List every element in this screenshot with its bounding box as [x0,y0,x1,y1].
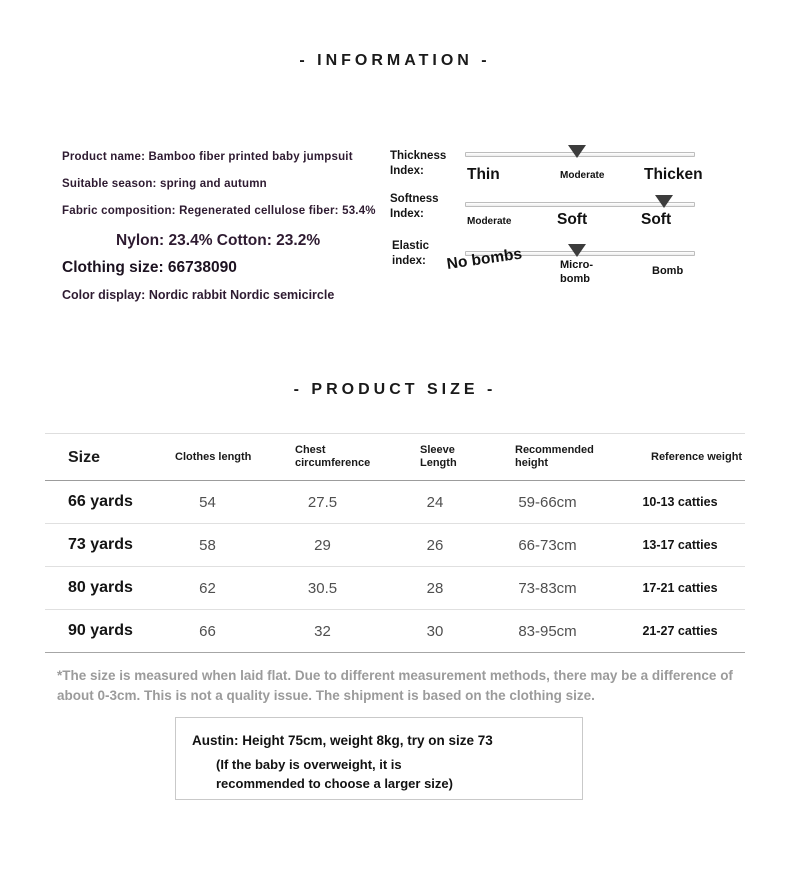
cell-chest-circumference: 29 [314,536,331,554]
cell-sleeve-length: 28 [426,579,444,597]
cell-size: 73 yards [68,536,133,553]
elastic-label-line1: Elastic [392,240,430,252]
thickness-index-label [390,149,464,179]
cell-chest-circumference: 30.5 [307,579,338,597]
cell-size: 66 yards [68,493,133,510]
thickness-option-thin: Thin [467,166,500,183]
measurement-note: *The size is measured when laid flat. Due to different measurement methods, there may be a difference of about 0-3cm. This is not a quality issue. The shipment is based on the clothing size. [57,668,733,703]
cell-recommended-height: 73-83cm [518,579,577,597]
header-size: Size [68,448,101,466]
header-reference-weight: Reference weight [651,450,743,463]
cell-chest-circumference: 27.5 [307,493,338,511]
thickness-label-line1: Thickness [390,150,447,162]
softness-option-soft-right: Soft [641,211,672,228]
cell-sleeve-length: 26 [426,536,444,554]
softness-option-moderate: Moderate [467,216,512,227]
softness-label-line2: Index: [390,208,424,220]
header-clothes-length: Clothes length [175,450,252,463]
softness-slider-track [465,202,695,207]
suitable-season-line: Suitable season: spring and autumn [62,178,267,190]
clothing-size-line: Clothing size: 66738090 [62,259,237,276]
model-fit-subline-1: (If the baby is overweight, it is [216,757,402,772]
softness-index-label [390,192,464,222]
table-row [45,481,745,524]
cell-reference-weight: 10-13 catties [642,495,718,509]
information-section-title: - INFORMATION - [299,52,491,69]
elastic-label-line2: index: [392,255,426,267]
table-row [45,567,745,610]
cell-reference-weight: 17-21 catties [642,581,718,595]
cell-reference-weight: 21-27 catties [642,624,718,638]
softness-marker-icon [655,195,673,208]
elastic-option-bomb: Bomb [652,265,684,277]
cell-size: 90 yards [68,622,133,639]
softness-option-soft-mid: Soft [557,211,588,228]
product-size-section-title: - PRODUCT SIZE - [293,381,497,398]
cell-recommended-height: 59-66cm [518,493,577,511]
color-display-line: Color display: Nordic rabbit Nordic semicircle [62,288,335,302]
table-row [45,524,745,567]
header-recommended-height: Recommended height [515,444,594,469]
elastic-marker-icon [568,244,586,257]
softness-label-line1: Softness [390,193,439,205]
model-fit-box [175,717,583,800]
cell-size: 80 yards [68,579,133,596]
cell-reference-weight: 13-17 catties [642,538,718,552]
header-chest-circumference: Chest circumference [295,444,371,469]
product-info-block [62,151,407,302]
cell-clothes-length: 66 [199,622,216,640]
cell-clothes-length: 58 [199,536,216,554]
cell-sleeve-length: 30 [426,622,444,640]
size-table-header-row [45,433,745,481]
table-row [45,610,745,653]
fabric-composition-line: Fabric composition: Regenerated cellulose fiber: 53.4% [62,205,376,217]
cell-recommended-height: 66-73cm [518,536,577,554]
cell-clothes-length: 54 [199,493,216,511]
thickness-slider-track [465,152,695,157]
elastic-option-micro-bomb: Micro-bomb [560,259,593,285]
thickness-option-moderate: Moderate [560,170,605,181]
cell-sleeve-length: 24 [426,493,444,511]
elastic-option-no-bombs: No bombs [445,245,524,273]
thickness-label-line2: Index: [390,165,424,177]
product-name-line: Product name: Bamboo fiber printed baby jumpsuit [62,151,353,163]
thickness-marker-icon [568,145,586,158]
thickness-option-thicken: Thicken [644,166,703,183]
cell-recommended-height: 83-95cm [518,622,577,640]
cell-clothes-length: 62 [199,579,216,597]
model-fit-line: Austin: Height 75cm, weight 8kg, try on size 73 [192,733,493,748]
composition-extra-line: Nylon: 23.4% Cotton: 23.2% [116,232,321,249]
cell-chest-circumference: 32 [314,622,331,640]
model-fit-subline-2: recommended to choose a larger size) [216,776,453,791]
size-table [45,433,745,653]
header-sleeve-length: Sleeve Length [420,444,457,469]
